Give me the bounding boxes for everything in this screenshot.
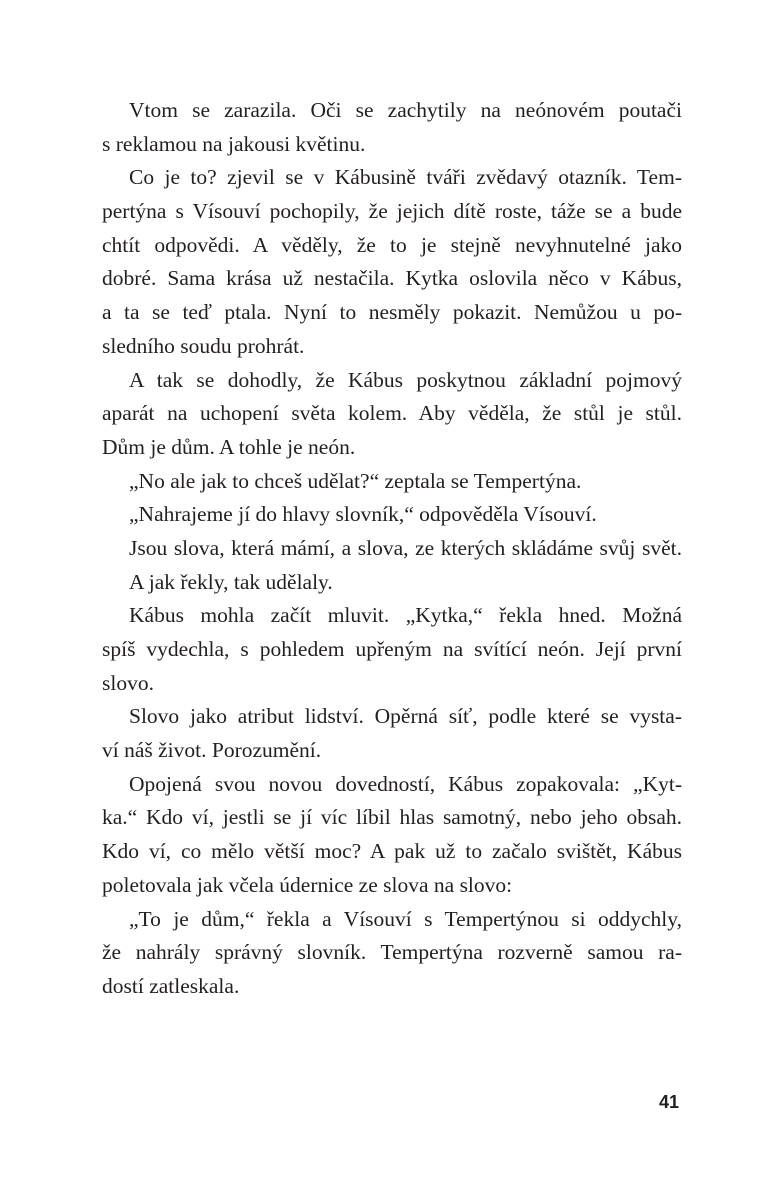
text-line: Slovo jako atribut lidství. Opěrná síť, podle které se vysta- bbox=[129, 704, 682, 729]
text-line: dobré. Sama krása už nestačila. Kytka oslovila něco v Kábus, bbox=[102, 266, 682, 291]
text-line: a ta se teď ptala. Nyní to nesměly pokazit. Nemůžou u po- bbox=[102, 300, 682, 325]
text-line: slovo. bbox=[102, 670, 154, 695]
text-line: sledního soudu prohrát. bbox=[102, 333, 305, 358]
text-line: A jak řekly, tak udělaly. bbox=[129, 569, 333, 594]
text-line: Kdo ví, co mělo větší moc? A pak už to začalo svištět, Kábus bbox=[102, 839, 682, 864]
text-line: Opojená svou novou dovedností, Kábus zopakovala: „Kyt- bbox=[129, 771, 682, 796]
page-number: 41 bbox=[658, 1092, 679, 1112]
text-line: pertýna s Vísouví pochopily, že jejich dítě roste, táže se a bude bbox=[102, 199, 682, 224]
text-line: s reklamou na jakousi květinu. bbox=[102, 131, 366, 156]
text-line: „No ale jak to chceš udělat?“ zeptala se Tempertýna. bbox=[129, 468, 582, 493]
text-line: Dům je dům. A tohle je neón. bbox=[102, 434, 356, 459]
body-text bbox=[102, 94, 682, 1004]
text-line: Co je to? zjevil se v Kábusině tváři zvědavý otazník. Tem- bbox=[129, 165, 682, 190]
text-line: „Nahrajeme jí do hlavy slovník,“ odpověděla Vísouví. bbox=[129, 502, 597, 527]
text-line: ví náš život. Porozumění. bbox=[102, 738, 322, 763]
text-line: dostí zatleskala. bbox=[102, 973, 240, 998]
text-line: spíš vydechla, s pohledem upřeným na svítící neón. Její první bbox=[102, 637, 682, 661]
text-line: Kábus mohla začít mluvit. „Kytka,“ řekla hned. Možná bbox=[129, 603, 682, 628]
text-line: že nahrály správný slovník. Tempertýna rozverně samou ra- bbox=[102, 940, 682, 965]
text-line: A tak se dohodly, že Kábus poskytnou základní pojmový bbox=[129, 367, 682, 392]
text-line: Vtom se zarazila. Oči se zachytily na neónovém poutači bbox=[129, 98, 682, 122]
text-line: ka.“ Kdo ví, jestli se jí víc líbil hlas samotný, nebo jeho obsah. bbox=[102, 805, 682, 830]
text-line: „To je dům,“ řekla a Vísouví s Tempertýnou si oddychly, bbox=[129, 906, 682, 931]
text-line: aparát na uchopení světa kolem. Aby věděla, že stůl je stůl. bbox=[102, 401, 682, 426]
text-line: poletovala jak včela údernice ze slova na slovo: bbox=[102, 872, 513, 897]
text-line: Jsou slova, která mámí, a slova, ze kterých skládáme svůj svět. bbox=[129, 535, 682, 560]
text-line: chtít odpovědi. A věděly, že to je stejně nevyhnutelné jako bbox=[102, 232, 682, 257]
